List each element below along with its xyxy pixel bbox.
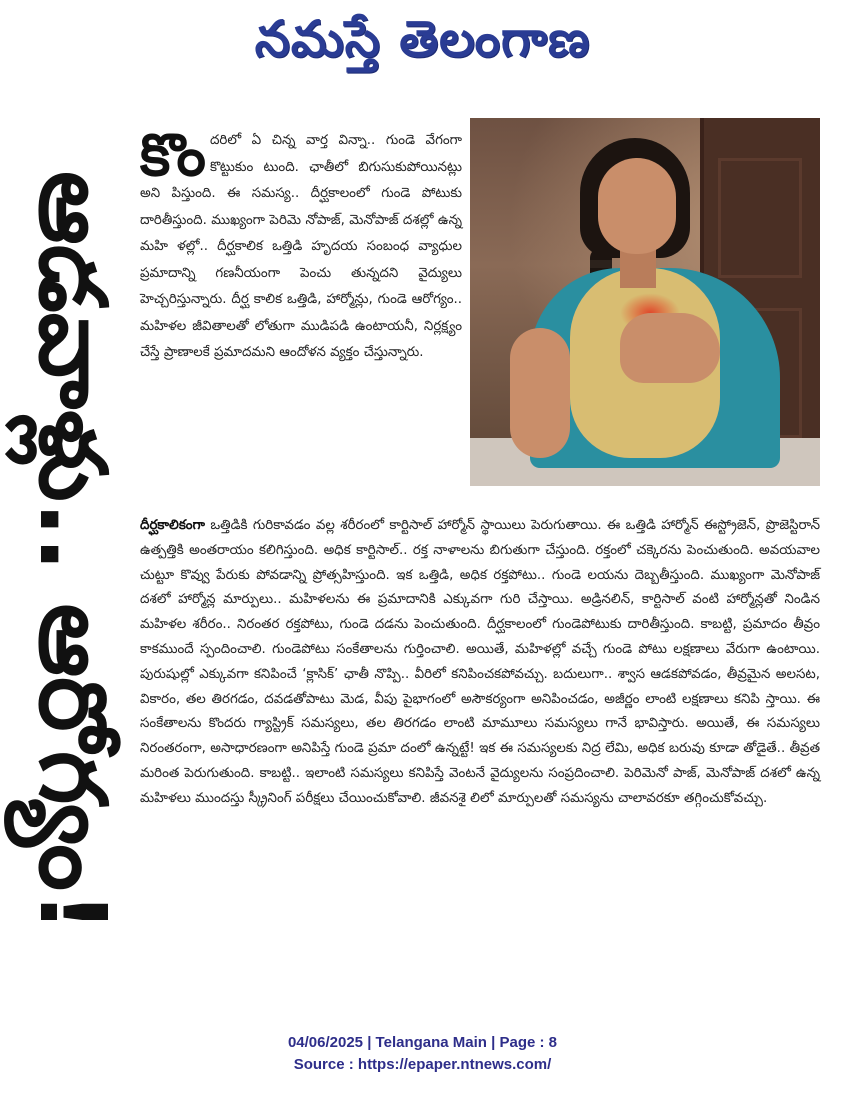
photo-face	[598, 158, 676, 254]
headline-container	[2, 118, 142, 986]
photo-neck	[620, 248, 656, 288]
article-text: ఒత్తిడికి గురికావడం వల్ల శరీరంలో కార్టిసాల్ హార్మోన్ స్థాయిలు పెరుగుతాయి. ఈ ఒత్తిడి హార్మోన్ ఈస్ట్రోజెన్, ప్రొజెస్టిరాన్ ఉత్పత్తికి అంతరాయం కలిగిస్తుంది. అధిక కార్టిసాల్.. రక్త నాళాలను బిగుతుగా చేస్తుంది. రక్తంలో చక్కెరను పెంచుతుంది. అవయవాల చుట్టూ కొవ్వు పేరుకు పోవడాన్ని ప్రోత్సహిస్తుంది. ఇక ఒత్తిడి, అధిక రక్తపోటు.. గుండె లయను దెబ్బతీస్తుంది. ముఖ్యంగా మెనోపాజ్ దశలో హార్మోన్ల మార్పులు.. మహిళలను ఈ ప్రమాదానికి ఎక్కువగా గురి చేస్తాయి. అడ్రినలిన్, కార్టిసాల్ వంటి హార్మోన్లతో నిండిన మహిళల శరీరం.. నిరంతర రక్తపోటు, గుండె దడను పెంచుతుంది. దీర్ఘకాలంలో గుండెపోటుకు దారితీస్తుంది. కాబట్టి, ప్రమాదం తీవ్రం కాకముందే స్పందించాలి. గుండెపోటు సంకేతాలను గుర్తించాలి. అయితే, మహిళల్లో వచ్చే గుండె పోటు లక్షణాలు వేరుగా ఉంటాయి. పురుషుల్లో ఎక్కువగా కనిపించే ‘క్లాసిక్’ ఛాతీ నొప్పి.. వీరిలో కనిపించకపోవచ్చు. బదులుగా.. శ్వాస ఆడకపోవడం, తీవ్రమైన అలసట, వికారం, తల తిరగడం, దవడతోపాటు మెడ, వీపు పైభాగంలో అసౌకర్యంగా అనిపించడం, అజీర్ణం లాంటి లక్షణాలు కనిపి స్తాయి. ఈ సంకేతాలను కొందరు గ్యాస్ట్రిక్ సమస్యలు, తల తిరగడం లాంటి మామూలు సమస్యలు గానే భావిస్తారు. అయితే, ఈ సమస్యలు నిరంతరంగా, అసాధారణంగా అనిపిస్తే గుండె ప్రమా దంలో ఉన్నట్టే! ఇక ఈ సమస్యలకు నిద్ర లేమి, అధిక బరువు కూడా తోడైతే.. తీవ్రత మరింత పెరుగుతుంది. కాబట్టి.. ఇలాంటి సమస్యలు కనిపిస్తే వెంటనే వైద్యులను సంప్రదించాలి. పెరిమెనో పాజ్, మెనోపాజ్ దశలో ఉన్న మహిళలు ముందస్తు స్క్రీనింగ్ పరీక్షలు చేయించుకోవాలి. జీవనశై లిలో మార్పులతో సమస్యను చాలావరకూ తగ్గించుకోవచ్చు.	[140, 518, 820, 806]
photo-arm	[510, 328, 570, 458]
footer-date-line: 04/06/2025 | Telangana Main | Page : 8	[287, 1034, 558, 1051]
masthead-title: నమస్తే తెలంగాణ	[254, 10, 591, 68]
photo-hand	[620, 313, 720, 383]
vertical-headline: ఆడవాళ్లు.. ఆరోగ్యం!	[19, 171, 126, 933]
article-photo	[470, 118, 820, 486]
intro-text: దరిలో ఏ చిన్న వార్త విన్నా.. గుండె వేగంగా కొట్టుకుం టుంది. ఛాతీలో బిగుసుకుపోయినట్లు అని పిస్తుంది. ఈ సమస్య.. దీర్ఘకాలంలో గుండె పోటుకు దారితీస్తుంది. ముఖ్యంగా పెరిమె నోపాజ్, మెనోపాజ్ దశల్లో ఉన్న మహి ళల్లో.. దీర్ఘకాలిక ఒత్తిడి హృదయ సంబంధ వ్యాధుల ప్రమాదాన్ని గణనీయంగా పెంచు తున్నదని వైద్యులు హెచ్చరిస్తున్నారు. దీర్ఘ కాలిక ఒత్తిడి, హార్మోన్లు, గుండె ఆరోగ్యం.. మహిళల జీవితాలతో లోతుగా ముడిపడి ఉంటాయనీ, నిర్లక్ష్యం చేస్తే ప్రాణాలకే ప్రమాదమని ఆందోళన వ్యక్తం చేస్తున్నారు.	[140, 133, 462, 360]
photo-door-panel	[718, 158, 802, 278]
article-body	[140, 514, 820, 994]
lead-word: దీర్ఘకాలికంగా	[140, 518, 205, 533]
footer-source-line: Source : https://epaper.ntnews.com/	[293, 1056, 552, 1073]
dropcap: కొం	[140, 121, 206, 189]
intro-paragraph	[140, 121, 462, 488]
footer	[0, 1032, 845, 1082]
